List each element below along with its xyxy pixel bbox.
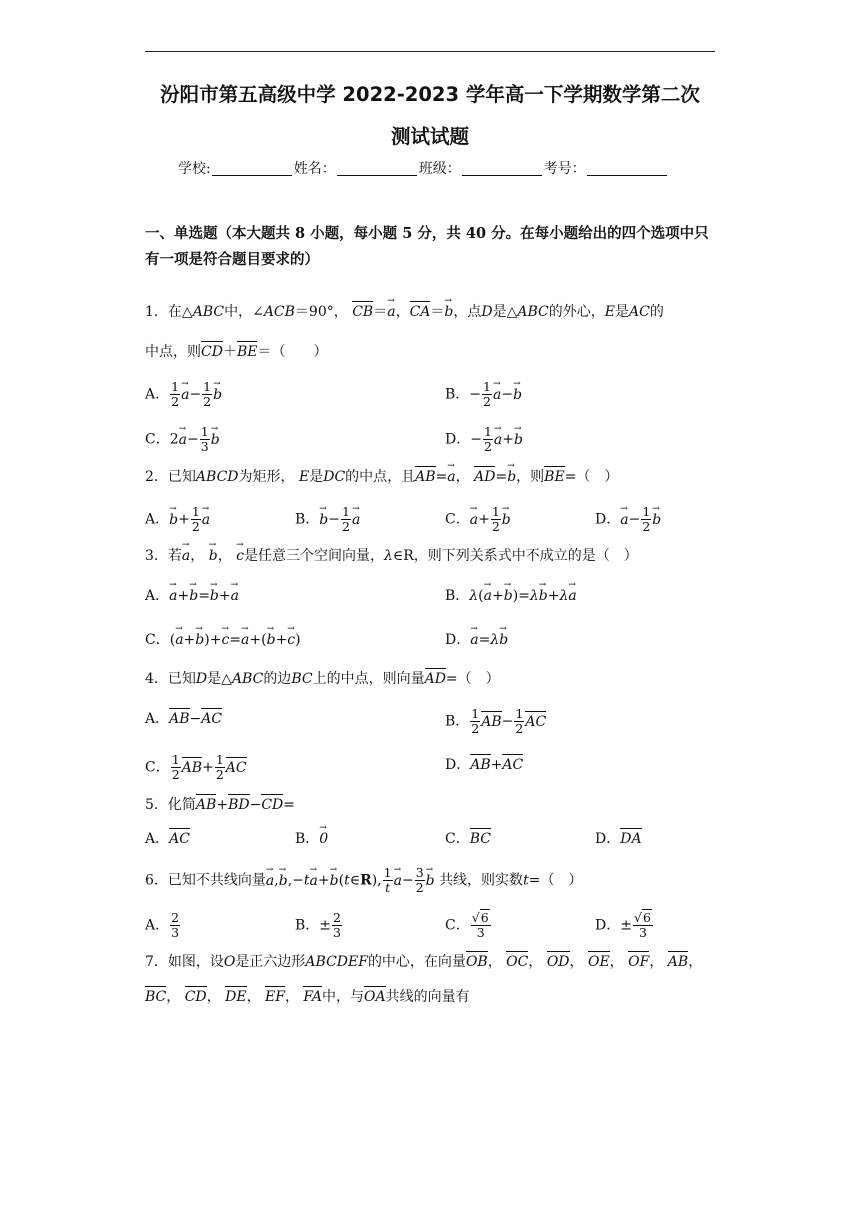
question-2: 2．已知ABCD为矩形， E是DC的中点，且AB=a →， AD=b →，则BE=（ ） <box>145 467 618 487</box>
section-heading: 一、单选题（本大题共 8 小题，每小题 5 分，共 40 分。在每小题给出的四个选项中只有一项是符合题目要求的） <box>145 225 709 268</box>
top-rule <box>145 51 715 52</box>
q6-option-c[interactable]: C． $\frac{√6}{3}$ <box>445 910 489 940</box>
q1-option-d[interactable]: D．− $\frac{1}{2}$ a →+b → <box>445 425 523 454</box>
name-label: 姓名： <box>293 161 336 177</box>
question-1-line2: 中点，则CD＋BE＝（ ） <box>145 344 328 360</box>
exam-no-label: 考号： <box>543 161 586 177</box>
page-title-line2: 测试试题 <box>390 125 469 148</box>
q5-option-c[interactable]: C．BC <box>445 831 491 847</box>
q6-option-d[interactable]: D．± $\frac{√6}{3}$ <box>595 910 651 940</box>
q4-option-c[interactable]: C． $\frac{1}{2}$ AB+ $\frac{1}{2}$ AC <box>145 752 247 782</box>
question-1-line1: 1．在△ABC中，∠ACB＝90°， CB＝a →，CA＝b →，点D是△ABC的外心，E是AC的 <box>145 302 664 322</box>
q2-option-b[interactable]: B．b →− $\frac{1}{2}$ a → <box>295 505 360 534</box>
question-4: 4．已知D是△ABC的边BC上的中点，则向量AD=（ ） <box>145 671 500 687</box>
question-7-line2: BC， CD， DE， EF， FA中，与OA共线的向量有 <box>145 989 470 1005</box>
exam-no-blank[interactable] <box>587 161 667 176</box>
q1-option-b[interactable]: B．− $\frac{1}{2}$ a →−b → <box>445 380 522 409</box>
q4-option-b[interactable]: B． $\frac{1}{2}$ AB− $\frac{1}{2}$ AC <box>445 706 547 736</box>
q1-option-a[interactable]: A． $\frac{1}{2}$ a →− $\frac{1}{2}$ b → <box>145 380 222 409</box>
question-6: 6．已知不共线向量a →,b →,−ta →+b →(t∈R), $\frac{1}{t}$ a →− $\frac{3}{2}$ b → 共线，则实数t=（ ） <box>145 866 582 895</box>
q4-option-d[interactable]: D．AB+AC <box>445 757 524 773</box>
school-label: 学校: <box>178 161 211 177</box>
q3-option-b[interactable]: B．λ(a →+b →)=λb →+λa → <box>445 586 577 606</box>
class-label: 班级： <box>418 161 461 177</box>
q1-option-c[interactable]: C．2a →− $\frac{1}{3}$ b → <box>145 425 220 454</box>
q2-option-a[interactable]: A．b →+ $\frac{1}{2}$ a → <box>145 505 210 534</box>
question-7-line1: 7．如图，设O是正六边形ABCDEF的中心，在向量OB， OC， OD， OE， OF， AB， <box>145 954 703 970</box>
page-title-line1: 汾阳市第五高级中学 2022-2023 学年高一下学期数学第二次 <box>160 83 700 106</box>
q6-option-b[interactable]: B．± $\frac{2}{3}$ <box>295 910 341 940</box>
question-5: 5．化简AB+BD−CD= <box>145 797 295 813</box>
school-blank[interactable] <box>212 161 292 176</box>
q3-option-d[interactable]: D．a →=λb → <box>445 630 508 650</box>
q4-option-a[interactable]: A．AB−AC <box>145 711 223 727</box>
q5-option-b[interactable]: B．0 → <box>295 829 328 849</box>
class-blank[interactable] <box>462 161 542 176</box>
question-3: 3．若a →， b →， c →是任意三个空间向量，λ∈R，则下列关系式中不成立的是（ ） <box>145 546 638 566</box>
q2-option-c[interactable]: C．a →+ $\frac{1}{2}$ b → <box>445 505 511 534</box>
q6-option-a[interactable]: A． $\frac{2}{3}$ <box>145 910 180 940</box>
q3-option-a[interactable]: A．a →+b →=b →+a → <box>145 586 239 606</box>
q3-option-c[interactable]: C．(a →+b →)+c →=a →+(b →+c →) <box>145 630 301 650</box>
q2-option-d[interactable]: D．a →− $\frac{1}{2}$ b → <box>595 505 661 534</box>
name-blank[interactable] <box>337 161 417 176</box>
q5-option-d[interactable]: D．DA <box>595 831 642 847</box>
student-info-row <box>178 158 669 178</box>
q5-option-a[interactable]: A．AC <box>145 831 190 847</box>
